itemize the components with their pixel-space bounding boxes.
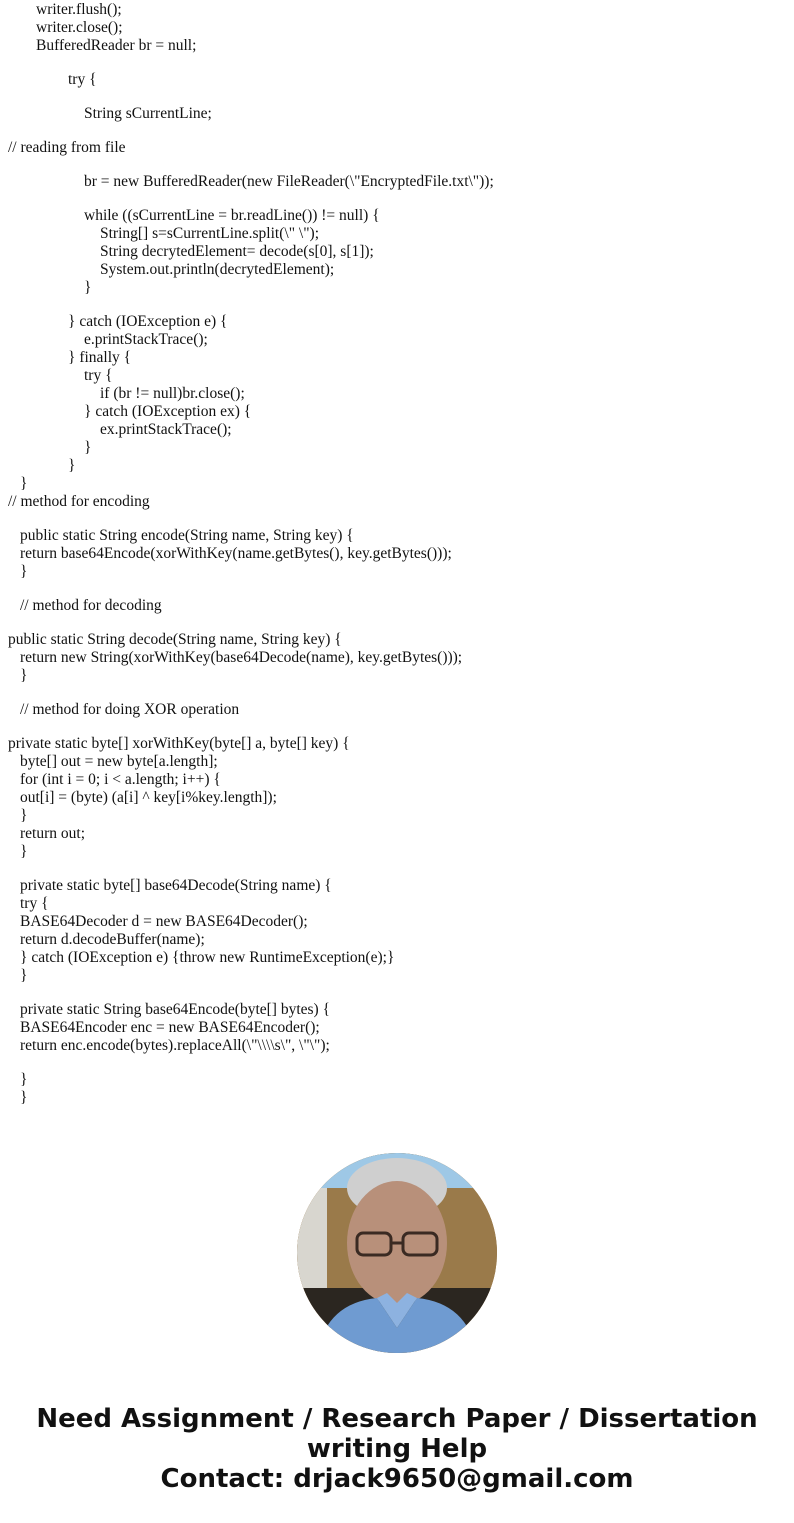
code-line: } <box>68 457 76 474</box>
code-line: return out; <box>20 825 85 842</box>
code-line: } <box>20 1071 28 1088</box>
footer-line-1: Need Assignment / Research Paper / Dissertation <box>36 1404 758 1434</box>
code-line: writer.flush(); <box>36 1 122 18</box>
code-line: e.printStackTrace(); <box>84 331 208 348</box>
code-line: return base64Encode(xorWithKey(name.getBytes(), key.getBytes())); <box>20 545 452 562</box>
code-line: try { <box>84 367 113 384</box>
code-line: BASE64Decoder d = new BASE64Decoder(); <box>20 913 308 930</box>
portrait-image <box>297 1153 497 1353</box>
code-line: while ((sCurrentLine = br.readLine()) != null) { <box>84 207 380 224</box>
code-line: BufferedReader br = null; <box>36 37 197 54</box>
code-line: } <box>20 563 28 580</box>
footer-contact: Contact: drjack9650@gmail.com <box>160 1464 634 1494</box>
code-line: public static String decode(String name, String key) { <box>8 631 342 648</box>
code-line: try { <box>68 71 97 88</box>
code-line: } catch (IOException ex) { <box>84 403 252 420</box>
code-line: out[i] = (byte) (a[i] ^ key[i%key.length]); <box>20 789 277 806</box>
author-avatar <box>297 1153 497 1353</box>
code-line: return enc.encode(bytes).replaceAll(\"\\\\s\", \"\"); <box>20 1037 330 1054</box>
code-line: } <box>20 807 28 824</box>
code-line: private static byte[] base64Decode(String name) { <box>20 877 332 894</box>
code-line: // method for doing XOR operation <box>20 701 240 718</box>
code-line: } finally { <box>68 349 132 366</box>
code-line: byte[] out = new byte[a.length]; <box>20 753 218 770</box>
code-line: // reading from file <box>8 139 126 156</box>
code-line: } <box>20 843 28 860</box>
code-line: if (br != null)br.close(); <box>100 385 245 402</box>
footer-line-2: writing Help <box>306 1434 488 1464</box>
code-line: String[] s=sCurrentLine.split(\" \"); <box>100 225 319 242</box>
code-line: public static String encode(String name, String key) { <box>20 527 354 544</box>
code-line: String sCurrentLine; <box>84 105 212 122</box>
code-line: String decrytedElement= decode(s[0], s[1]); <box>100 243 374 260</box>
code-line: private static String base64Encode(byte[] bytes) { <box>20 1001 331 1018</box>
code-line: } <box>20 1089 28 1106</box>
code-line: // method for decoding <box>20 597 162 614</box>
code-line: try { <box>20 895 49 912</box>
code-line: } <box>84 439 92 456</box>
code-line: } <box>20 475 28 492</box>
code-line: } <box>84 279 92 296</box>
code-line: System.out.println(decrytedElement); <box>100 261 335 278</box>
code-line: br = new BufferedReader(new FileReader(\"EncryptedFile.txt\")); <box>84 173 494 190</box>
code-line: ex.printStackTrace(); <box>100 421 232 438</box>
code-line: return new String(xorWithKey(base64Decode(name), key.getBytes())); <box>20 649 463 666</box>
code-line: BASE64Encoder enc = new BASE64Encoder(); <box>20 1019 320 1036</box>
code-line: } catch (IOException e) {throw new RuntimeException(e);} <box>20 949 395 966</box>
code-line: } catch (IOException e) { <box>68 313 228 330</box>
code-line: writer.close(); <box>36 19 123 36</box>
code-line: private static byte[] xorWithKey(byte[] a, byte[] key) { <box>8 735 350 752</box>
code-line: } <box>20 667 28 684</box>
code-line: } <box>20 967 28 984</box>
code-line: // method for encoding <box>8 493 150 510</box>
code-line: return d.decodeBuffer(name); <box>20 931 205 948</box>
code-line: for (int i = 0; i < a.length; i++) { <box>20 771 221 788</box>
